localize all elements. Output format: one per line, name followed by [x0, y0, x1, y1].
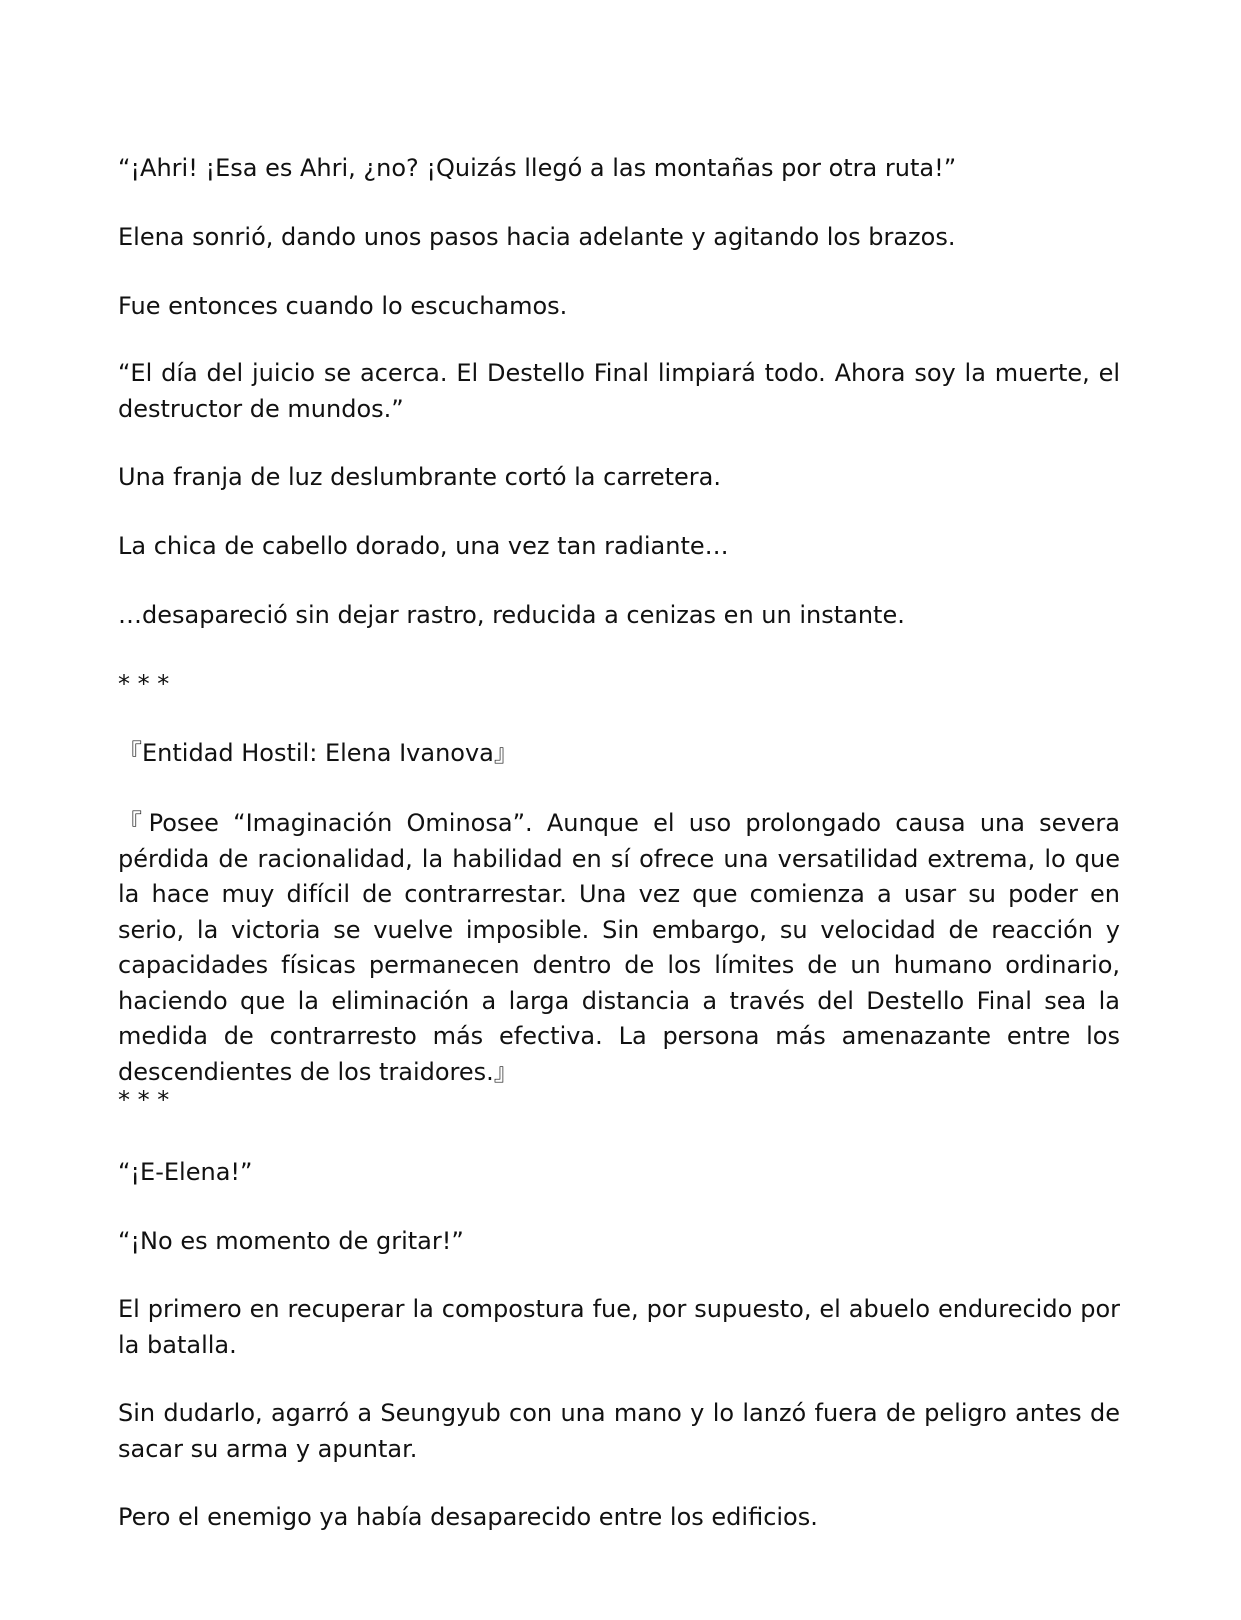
system-window-title: 『Entidad Hostil: Elena Ivanova』 — [118, 739, 518, 767]
dialogue-paragraph: “El día del juicio se acerca. El Destello Final limpiará todo. Ahora soy la muerte, el destructor de mundos.” — [118, 359, 1120, 423]
dialogue-paragraph: “¡No es momento de gritar!” — [118, 1227, 464, 1255]
scene-break: * * * — [118, 670, 170, 698]
narration-paragraph: La chica de cabello dorado, una vez tan radiante… — [118, 532, 729, 560]
narration-paragraph: Pero el enemigo ya había desaparecido entre los edificios. — [118, 1503, 818, 1531]
scene-break: * * * — [118, 1086, 170, 1114]
narration-paragraph: Una franja de luz deslumbrante cortó la carretera. — [118, 463, 721, 491]
narration-paragraph: El primero en recuperar la compostura fue, por supuesto, el abuelo endurecido por la batalla. — [118, 1295, 1120, 1359]
narration-paragraph: …desapareció sin dejar rastro, reducida a cenizas en un instante. — [118, 601, 905, 629]
dialogue-paragraph: “¡Ahri! ¡Esa es Ahri, ¿no? ¡Quizás llegó a las montañas por otra ruta!” — [118, 154, 957, 182]
narration-paragraph: Sin dudarlo, agarró a Seungyub con una mano y lo lanzó fuera de peligro antes de sacar su arma y apuntar. — [118, 1399, 1120, 1463]
dialogue-paragraph: “¡E-Elena!” — [118, 1158, 253, 1186]
narration-paragraph: Elena sonrió, dando unos pasos hacia adelante y agitando los brazos. — [118, 223, 956, 251]
narration-paragraph: Fue entonces cuando lo escuchamos. — [118, 292, 568, 320]
system-window-description: 『Posee “Imaginación Ominosa”. Aunque el uso prolongado causa una severa pérdida de racionalidad, la habilidad en sí ofrece una versatilidad extrema, lo que la hace muy difícil de contrarrestar. Una vez que comienza a usar su poder en serio, la victoria se vuelve imposible. Sin embargo, su velocidad de reacción y capacidades físicas permanecen dentro de los límites de un humano ordinario, haciendo que la eliminación a larga distancia a través del Destello Final sea la medida de contrarresto más efectiva. La persona más amenazante entre los descendientes de los traidores.』 — [118, 809, 1120, 1086]
